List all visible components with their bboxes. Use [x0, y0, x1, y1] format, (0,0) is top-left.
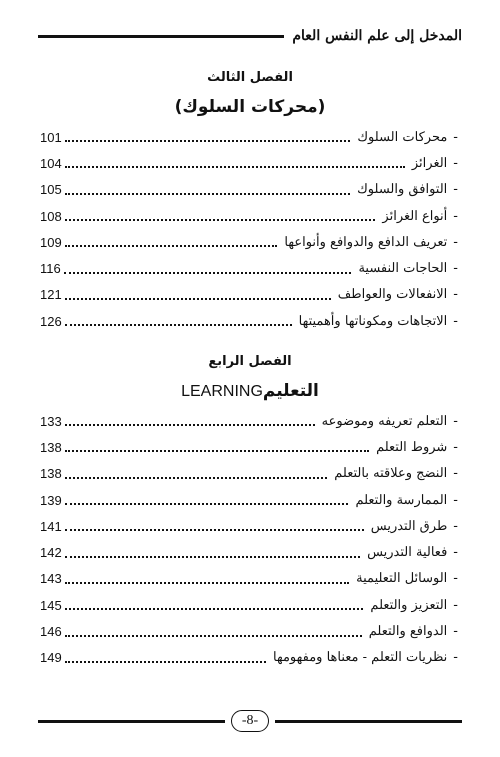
- page-footer: [38, 710, 462, 732]
- entry-title: تعريف الدافع والدوافع وأنواعها: [284, 234, 448, 250]
- entry-dash: -: [453, 155, 458, 171]
- entry-dash: -: [453, 234, 458, 250]
- toc-entry: [40, 150, 458, 176]
- toc-entry: [40, 177, 458, 203]
- entry-page-number: 146: [40, 624, 62, 640]
- entry-title: الممارسة والتعلم: [355, 492, 448, 508]
- entry-page-number: 101: [40, 129, 62, 145]
- chapter-4-title: [0, 381, 500, 401]
- entry-title: الدوافع والتعلم: [368, 624, 448, 640]
- entry-dash: -: [453, 313, 458, 329]
- toc-entry: [40, 487, 458, 513]
- entry-page-number: 104: [40, 155, 62, 171]
- entry-title: التعزيز والتعلم: [370, 597, 448, 613]
- entry-title: محركات السلوك: [357, 129, 448, 145]
- entry-dash: -: [453, 650, 458, 666]
- dot-leader: [65, 582, 349, 584]
- toc-entry: [40, 461, 458, 487]
- toc-entry: [40, 618, 458, 644]
- dot-leader: [65, 450, 369, 452]
- entry-title: نظريات التعلم - معناها ومفهومها: [273, 650, 448, 666]
- entry-title: الانفعالات والعواطف: [337, 287, 448, 303]
- entry-page-number: 133: [40, 413, 62, 429]
- entry-title: طرق التدريس: [370, 518, 448, 534]
- entry-page-number: 105: [40, 182, 62, 198]
- entry-dash: -: [453, 129, 458, 145]
- footer-rule-left: [38, 720, 225, 723]
- toc-entry: [40, 434, 458, 460]
- toc-entry: [40, 255, 458, 281]
- dot-leader: [65, 477, 328, 479]
- dot-leader: [65, 529, 364, 531]
- entry-page-number: 141: [40, 518, 62, 534]
- entry-dash: -: [453, 413, 458, 429]
- chapter-4-toc: [40, 408, 458, 671]
- entry-page-number: 149: [40, 650, 62, 666]
- dot-leader: [65, 608, 364, 610]
- entry-dash: -: [453, 208, 458, 224]
- page-number: -8-: [231, 710, 269, 732]
- dot-leader: [65, 503, 349, 505]
- toc-entry: [40, 308, 458, 334]
- dot-leader: [65, 556, 360, 558]
- dot-leader: [65, 219, 376, 221]
- entry-title: الوسائل التعليمية: [356, 571, 448, 587]
- entry-title: الغرائز: [411, 155, 448, 171]
- entry-page-number: 109: [40, 234, 62, 250]
- toc-entry: [40, 645, 458, 671]
- toc-entry: [40, 513, 458, 539]
- dot-leader: [65, 324, 292, 326]
- entry-dash: -: [453, 624, 458, 640]
- entry-dash: -: [453, 545, 458, 561]
- entry-title: الحاجات النفسية: [358, 261, 448, 277]
- toc-entry: [40, 539, 458, 565]
- toc-entry: [40, 203, 458, 229]
- entry-dash: -: [453, 492, 458, 508]
- dot-leader: [65, 635, 362, 637]
- header-rule: [38, 35, 284, 38]
- running-header: [38, 22, 462, 50]
- toc-entry: [40, 566, 458, 592]
- entry-dash: -: [453, 439, 458, 455]
- entry-title: أنواع الغرائز: [382, 208, 448, 224]
- entry-dash: -: [453, 518, 458, 534]
- entry-title: شروط التعلم: [376, 439, 448, 455]
- toc-entry: [40, 408, 458, 434]
- chapter-4-title-arabic: التعليم: [262, 381, 319, 401]
- toc-entry: [40, 124, 458, 150]
- dot-leader: [64, 272, 352, 274]
- book-title: المدخل إلى علم النفس العام: [292, 28, 462, 44]
- entry-dash: -: [453, 597, 458, 613]
- entry-title: الاتجاهات ومكوناتها وأهميتها: [298, 313, 448, 329]
- entry-page-number: 116: [40, 261, 61, 277]
- entry-dash: -: [453, 571, 458, 587]
- entry-dash: -: [453, 287, 458, 303]
- chapter-4-title-english: LEARNING: [181, 383, 263, 400]
- entry-page-number: 126: [40, 313, 62, 329]
- entry-page-number: 138: [40, 439, 62, 455]
- toc-entry: [40, 592, 458, 618]
- dot-leader: [65, 661, 266, 663]
- dot-leader: [65, 298, 331, 300]
- dot-leader: [65, 140, 351, 142]
- dot-leader: [65, 166, 405, 168]
- chapter-3-title: (محركات السلوك): [174, 97, 326, 117]
- chapter-3-toc: [40, 124, 458, 334]
- entry-page-number: 121: [40, 287, 62, 303]
- entry-dash: -: [453, 182, 458, 198]
- chapter-3-heading: الفصل الثالث: [207, 70, 293, 85]
- entry-page-number: 139: [40, 492, 62, 508]
- entry-title: فعالية التدريس: [367, 545, 448, 561]
- toc-entry: [40, 282, 458, 308]
- dot-leader: [65, 193, 350, 195]
- entry-title: التوافق والسلوك: [357, 182, 448, 198]
- entry-page-number: 138: [40, 466, 62, 482]
- entry-title: التعلم تعريفه وموضوعه: [321, 413, 448, 429]
- footer-rule-right: [275, 720, 462, 723]
- dot-leader: [65, 245, 278, 247]
- entry-page-number: 145: [40, 597, 62, 613]
- toc-entry: [40, 229, 458, 255]
- entry-dash: -: [453, 261, 458, 277]
- entry-page-number: 142: [40, 545, 62, 561]
- chapter-4-heading: الفصل الرابع: [208, 354, 292, 369]
- dot-leader: [65, 424, 315, 426]
- entry-title: النضج وعلاقته بالتعلم: [334, 466, 448, 482]
- entry-page-number: 108: [40, 208, 62, 224]
- entry-dash: -: [453, 466, 458, 482]
- entry-page-number: 143: [40, 571, 62, 587]
